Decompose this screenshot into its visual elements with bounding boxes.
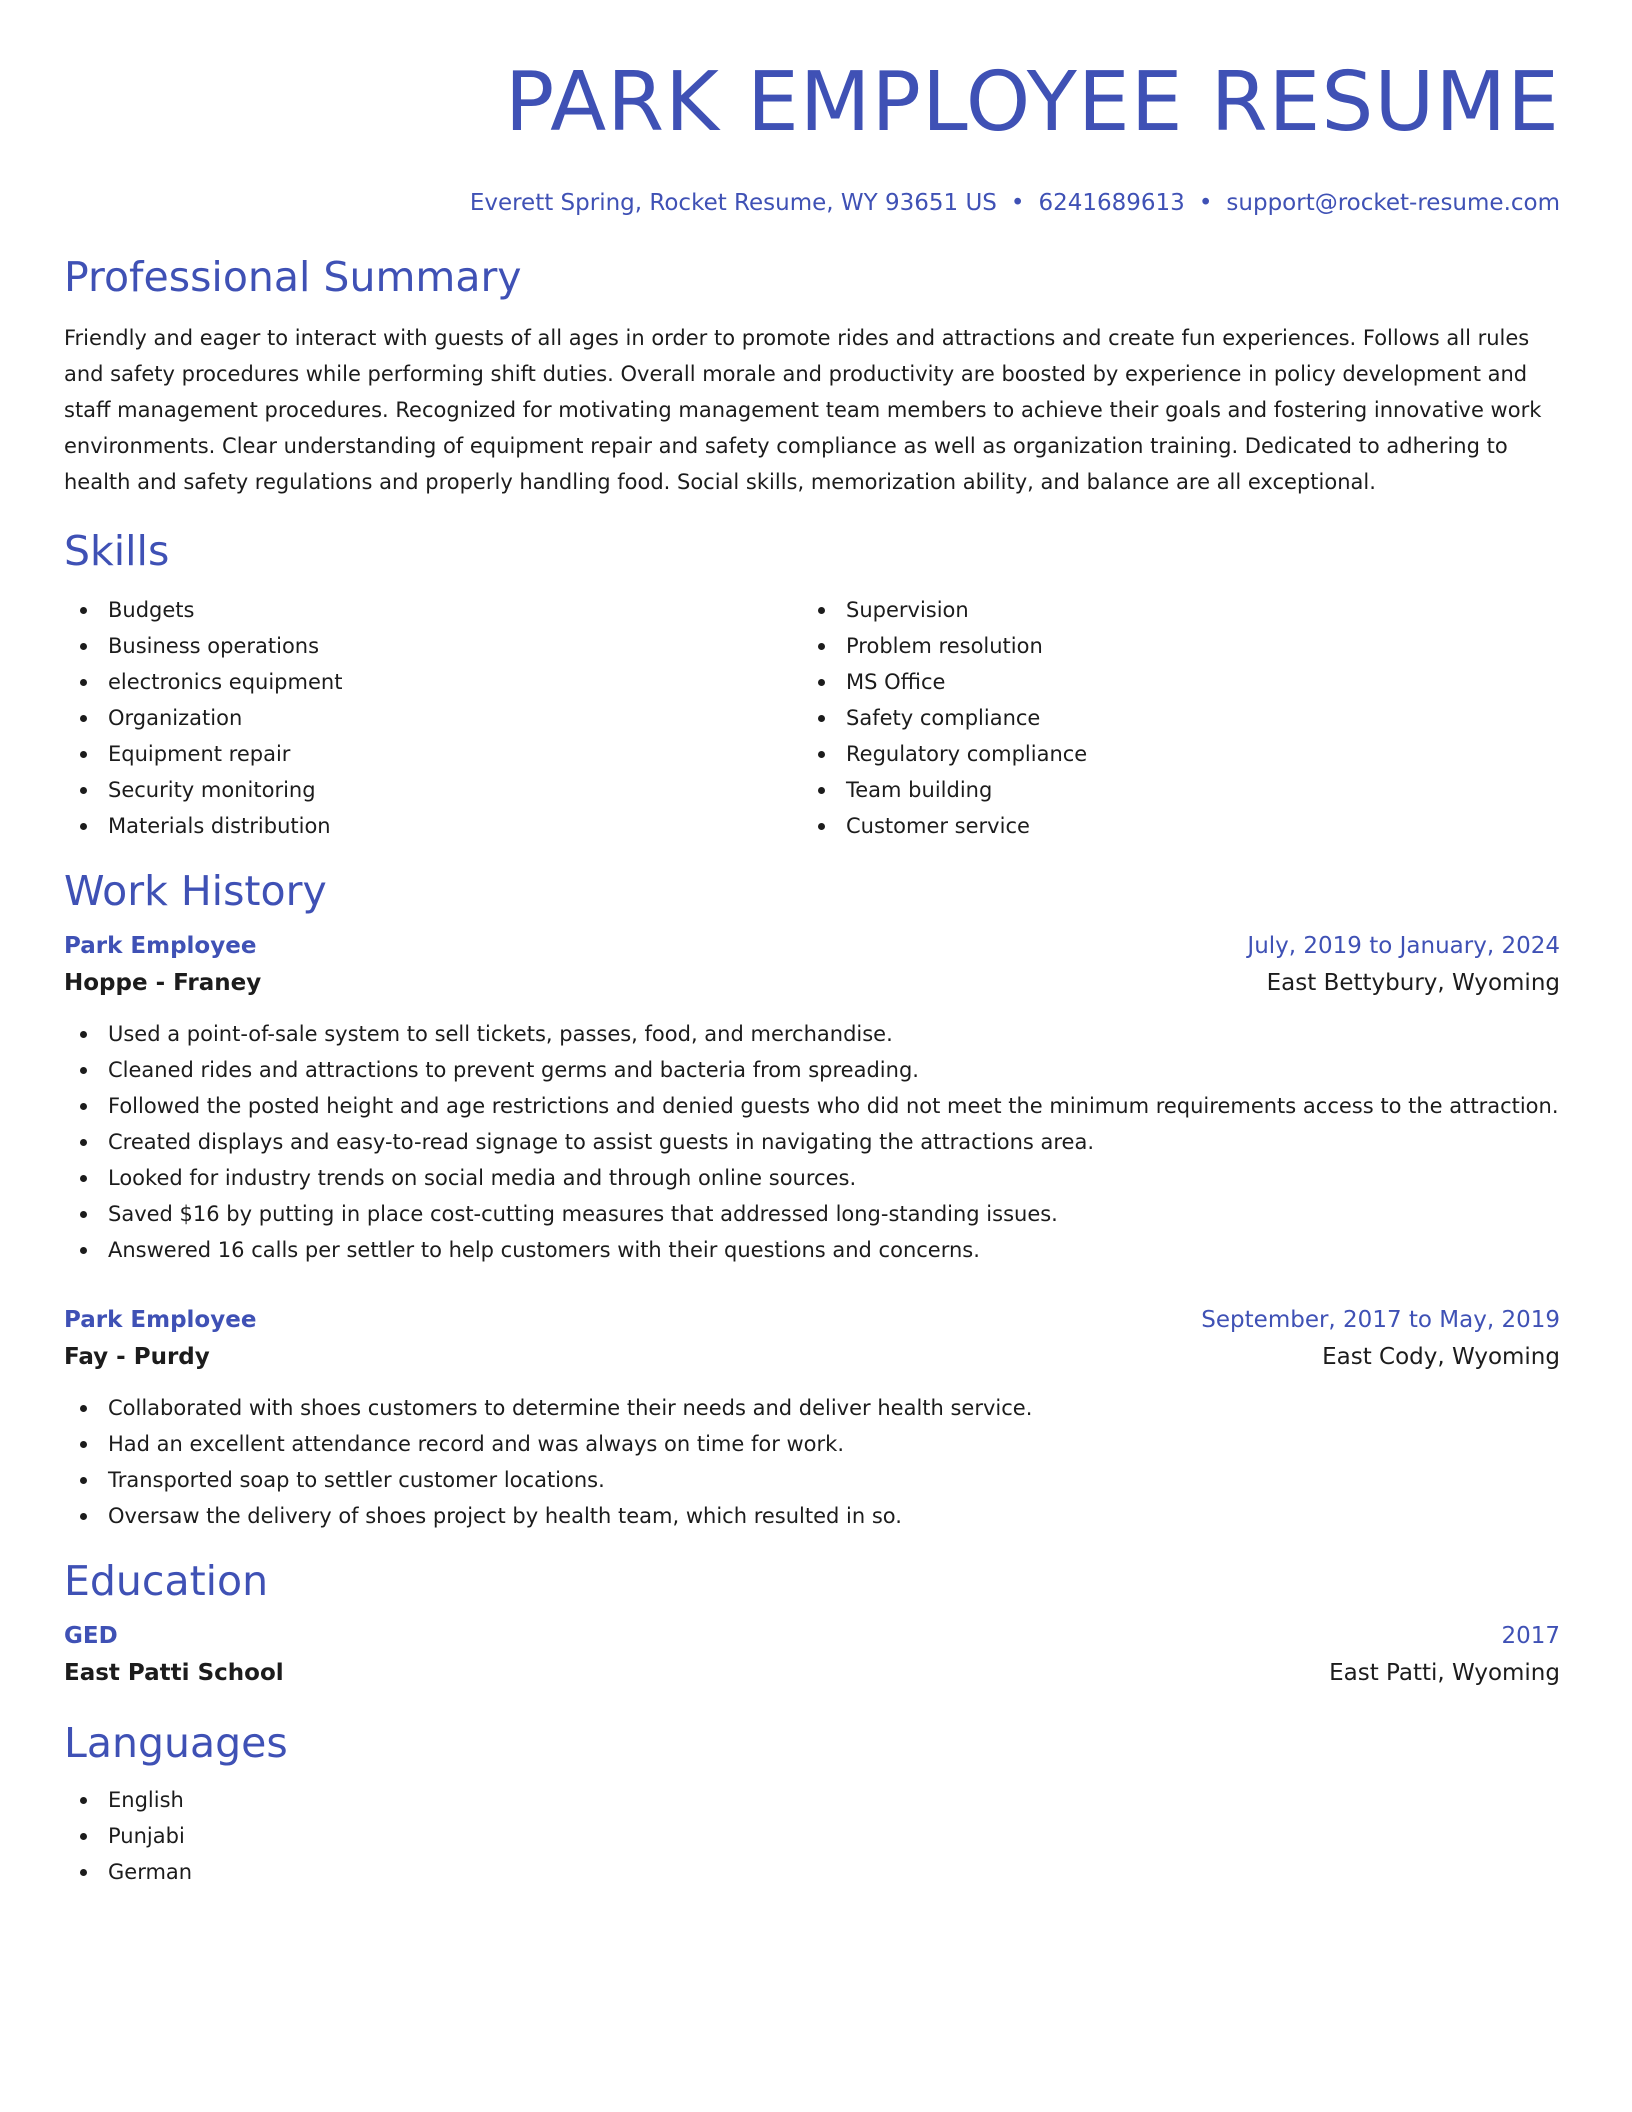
work-history-heading: Work History xyxy=(64,867,327,915)
education-year: 2017 xyxy=(1501,1623,1560,1649)
education-entry xyxy=(64,1618,1560,1692)
skill-item: electronics equipment xyxy=(64,664,802,700)
contact-address: Everett Spring, Rocket Resume, WY 93651 US xyxy=(469,190,997,216)
education-heading: Education xyxy=(64,1557,269,1605)
job-bullet: Transported soap to settler customer locations. xyxy=(64,1462,1560,1498)
contact-separator: • xyxy=(1010,190,1025,216)
contact-separator: • xyxy=(1198,190,1213,216)
skill-item: Regulatory compliance xyxy=(802,736,1540,772)
skill-item: Supervision xyxy=(802,592,1540,628)
job-dates: September, 2017 to May, 2019 xyxy=(1201,1307,1560,1333)
skills-column-left xyxy=(64,592,802,844)
job-location: East Bettybury, Wyoming xyxy=(1266,970,1560,996)
education-degree: GED xyxy=(64,1623,118,1649)
skill-item: Safety compliance xyxy=(802,700,1540,736)
skill-item: Equipment repair xyxy=(64,736,802,772)
job-bullet: Answered 16 calls per settler to help customers with their questions and concerns. xyxy=(64,1232,1560,1268)
job-role: Park Employee xyxy=(64,933,257,959)
skills-grid xyxy=(64,592,1560,844)
job-dates: July, 2019 to January, 2024 xyxy=(1247,933,1560,959)
resume-page xyxy=(64,0,1560,1890)
job-entry xyxy=(64,1302,1560,1534)
job-company: Hoppe - Franey xyxy=(64,970,262,996)
education-location: East Patti, Wyoming xyxy=(1329,1660,1560,1686)
job-bullet: Looked for industry trends on social media and through online sources. xyxy=(64,1160,1560,1196)
skill-item: Budgets xyxy=(64,592,802,628)
languages-heading: Languages xyxy=(64,1719,288,1767)
contact-line xyxy=(64,188,1560,218)
skill-item: Business operations xyxy=(64,628,802,664)
skill-item: Materials distribution xyxy=(64,808,802,844)
job-bullet: Used a point-of-sale system to sell tickets, passes, food, and merchandise. xyxy=(64,1016,1560,1052)
language-item: Punjabi xyxy=(64,1818,1560,1854)
summary-text: Friendly and eager to interact with guests of all ages in order to promote rides and attractions and create fun experiences. Follows all rules and safety procedures while performing shift duties. Overall morale and productivity are boosted by experience in policy development and staff management procedures. Recognized for motivating management team members to achieve their goals and fostering innovative work environments. Clear understanding of equipment repair and safety compliance as well as organization training. Dedicated to adhering to health and safety regulations and properly handling food. Social skills, memorization ability, and balance are all exceptional. xyxy=(64,326,1542,494)
skills-heading: Skills xyxy=(64,527,170,575)
skill-item: Security monitoring xyxy=(64,772,802,808)
job-bullet: Had an excellent attendance record and was always on time for work. xyxy=(64,1426,1560,1462)
skill-item: Problem resolution xyxy=(802,628,1540,664)
job-role: Park Employee xyxy=(64,1307,257,1333)
job-company: Fay - Purdy xyxy=(64,1344,210,1370)
contact-email: support@rocket-resume.com xyxy=(1226,190,1560,216)
job-location: East Cody, Wyoming xyxy=(1322,1344,1560,1370)
job-bullet: Saved $16 by putting in place cost-cutting measures that addressed long-standing issues. xyxy=(64,1196,1560,1232)
job-bullet: Cleaned rides and attractions to prevent germs and bacteria from spreading. xyxy=(64,1052,1560,1088)
skill-item: MS Office xyxy=(802,664,1540,700)
skills-column-right xyxy=(802,592,1540,844)
contact-phone: 6241689613 xyxy=(1038,190,1185,216)
language-item: English xyxy=(64,1782,1560,1818)
summary-heading: Professional Summary xyxy=(64,253,522,301)
job-bullet: Collaborated with shoes customers to determine their needs and deliver health service. xyxy=(64,1390,1560,1426)
skill-item: Organization xyxy=(64,700,802,736)
job-bullet: Created displays and easy-to-read signage to assist guests in navigating the attractions area. xyxy=(64,1124,1560,1160)
job-bullet: Followed the posted height and age restrictions and denied guests who did not meet the minimum requirements access to the attraction. xyxy=(64,1088,1560,1124)
job-bullet: Oversaw the delivery of shoes project by health team, which resulted in so. xyxy=(64,1498,1560,1534)
resume-title: PARK EMPLOYEE RESUME xyxy=(504,55,1560,150)
job-entry xyxy=(64,928,1560,1268)
language-item: German xyxy=(64,1854,1560,1890)
skill-item: Team building xyxy=(802,772,1540,808)
skill-item: Customer service xyxy=(802,808,1540,844)
education-school: East Patti School xyxy=(64,1660,284,1686)
languages-list xyxy=(64,1782,1560,1890)
